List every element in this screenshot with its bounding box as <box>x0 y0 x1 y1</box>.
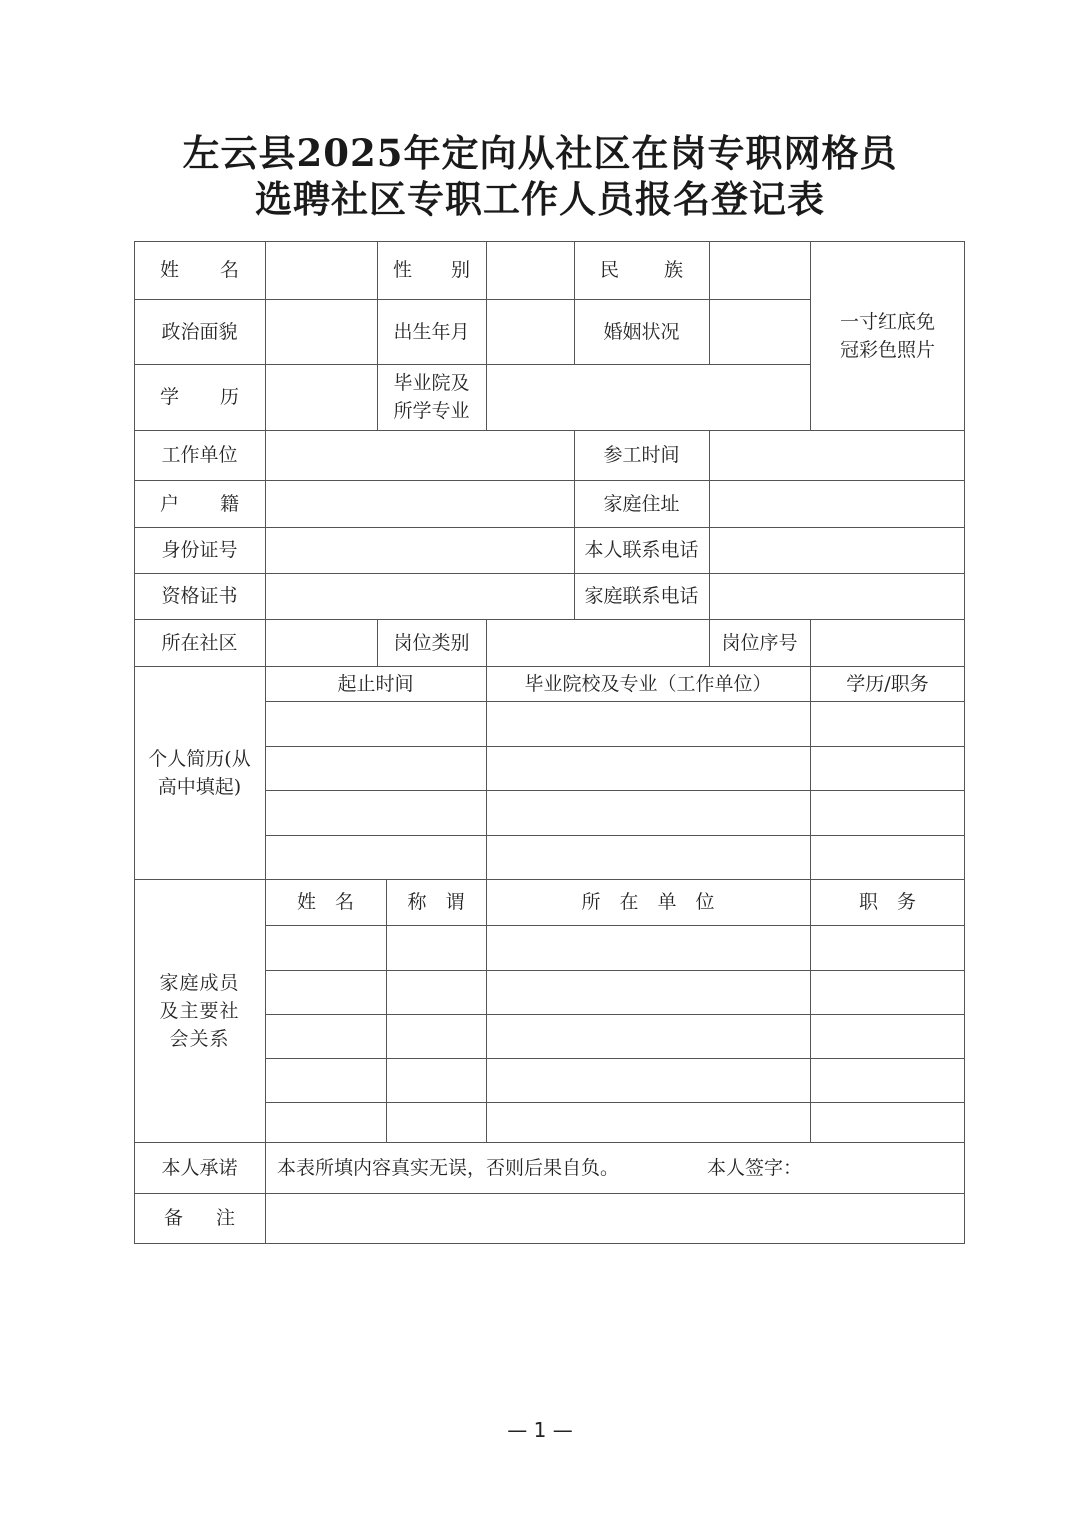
label-pledge: 本人承诺 <box>161 1156 238 1179</box>
family-header-workplace: 所 在 单 位 <box>581 891 715 913</box>
label-school-major: 毕业院及所学专业 <box>393 372 470 422</box>
label-phone: 本人联系电话 <box>584 539 699 561</box>
label-community: 所在社区 <box>161 631 238 654</box>
label-home-address: 家庭住址 <box>603 492 680 515</box>
page-title-line-2: 选聘社区专职工作人员报名登记表 <box>255 177 825 221</box>
family-header-name: 姓 名 <box>296 891 354 913</box>
signature-label: 本人签字： <box>707 1156 803 1179</box>
label-family-phone: 家庭联系电话 <box>584 585 699 607</box>
label-remarks: 备 注 <box>164 1207 235 1229</box>
page-number: — 1 — <box>507 1418 573 1442</box>
label-ethnicity: 民 族 <box>600 259 683 281</box>
label-birth-date: 出生年月 <box>393 320 470 343</box>
label-work-start: 参工时间 <box>603 444 680 466</box>
label-resume: 个人简历(从高中填起) <box>148 747 251 798</box>
family-header-relation: 称 谓 <box>407 891 465 913</box>
label-post-number: 岗位序号 <box>721 631 798 654</box>
label-workplace: 工作单位 <box>161 444 238 466</box>
label-family: 家庭成员及主要社会关系 <box>159 971 240 1050</box>
family-header-position: 职 务 <box>858 891 916 913</box>
label-certificate: 资格证书 <box>161 585 238 607</box>
label-name: 姓 名 <box>160 259 239 281</box>
label-political-status: 政治面貌 <box>161 320 238 343</box>
label-gender: 性 别 <box>393 259 470 281</box>
label-hukou: 户 籍 <box>160 492 239 515</box>
label-id-number: 身份证号 <box>161 539 238 561</box>
resume-header-school: 毕业院校及专业（工作单位） <box>524 672 772 695</box>
label-marital-status: 婚姻状况 <box>603 320 680 343</box>
label-education: 学 历 <box>160 386 239 408</box>
page-title-line-1: 左云县2025年定向从社区在岗专职网格员 <box>182 131 898 175</box>
resume-header-degree: 学历/职务 <box>846 672 929 695</box>
photo-placeholder: 一寸红底免冠彩色照片 <box>839 310 935 361</box>
label-post-type: 岗位类别 <box>393 631 470 654</box>
pledge-text: 本表所填内容真实无误，否则后果自负。 <box>277 1156 620 1179</box>
resume-header-period: 起止时间 <box>337 672 414 695</box>
